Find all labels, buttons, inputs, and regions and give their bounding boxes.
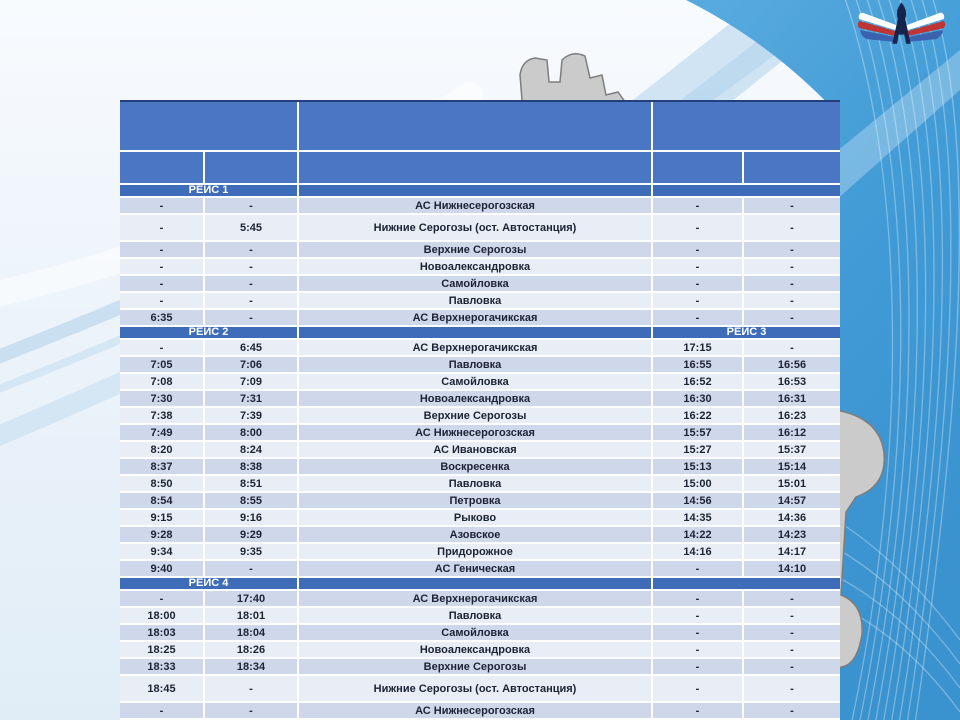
stop-name-cell: Рыково xyxy=(299,510,653,527)
header-stops-group xyxy=(299,102,653,152)
time-cell: 18:00 xyxy=(120,608,205,625)
header-return-arrival xyxy=(653,152,744,185)
header-forward-group xyxy=(120,102,299,152)
stop-name-cell: АС Верхнерогачикская xyxy=(299,310,653,327)
time-cell: 18:34 xyxy=(205,659,299,676)
time-cell: - xyxy=(653,561,744,578)
time-cell: 7:30 xyxy=(120,391,205,408)
time-cell: 16:31 xyxy=(744,391,840,408)
time-cell: 16:30 xyxy=(653,391,744,408)
time-cell: 9:40 xyxy=(120,561,205,578)
time-cell: - xyxy=(120,259,205,276)
time-cell: - xyxy=(120,591,205,608)
time-cell: - xyxy=(120,198,205,215)
trip-band-row xyxy=(120,327,840,340)
time-cell: - xyxy=(744,676,840,703)
time-cell: 6:35 xyxy=(120,310,205,327)
time-cell: 8:54 xyxy=(120,493,205,510)
stop-name-cell: Павловка xyxy=(299,608,653,625)
time-cell: 14:56 xyxy=(653,493,744,510)
time-cell: 6:45 xyxy=(205,340,299,357)
schedule-table xyxy=(120,100,840,720)
time-cell: - xyxy=(205,242,299,259)
stop-name-cell: Верхние Серогозы xyxy=(299,408,653,425)
time-cell: 8:00 xyxy=(205,425,299,442)
time-cell: - xyxy=(653,310,744,327)
schedule-row xyxy=(120,425,840,442)
time-cell: - xyxy=(653,276,744,293)
schedule-row xyxy=(120,293,840,310)
time-cell: 14:10 xyxy=(744,561,840,578)
schedule-row xyxy=(120,659,840,676)
stop-name-cell: АС Геническая xyxy=(299,561,653,578)
header-return-departure xyxy=(744,152,840,185)
time-cell: 14:36 xyxy=(744,510,840,527)
time-cell: 18:04 xyxy=(205,625,299,642)
stop-name-cell: Воскресенка xyxy=(299,459,653,476)
time-cell: 15:00 xyxy=(653,476,744,493)
stop-name-cell: АС Нижнесерогозская xyxy=(299,425,653,442)
schedule-row xyxy=(120,310,840,327)
time-cell: - xyxy=(653,198,744,215)
time-cell: 18:25 xyxy=(120,642,205,659)
time-cell: - xyxy=(653,293,744,310)
trip-label-forward: РЕЙС 4 xyxy=(120,578,299,591)
time-cell: - xyxy=(744,608,840,625)
schedule-row xyxy=(120,374,840,391)
time-cell: 9:28 xyxy=(120,527,205,544)
time-cell: - xyxy=(744,625,840,642)
stop-name-cell: АС Верхнерогачикская xyxy=(299,591,653,608)
schedule-row xyxy=(120,493,840,510)
schedule-row xyxy=(120,276,840,293)
time-cell: 17:15 xyxy=(653,340,744,357)
time-cell: 8:24 xyxy=(205,442,299,459)
stop-name-cell: Верхние Серогозы xyxy=(299,242,653,259)
time-cell: 17:40 xyxy=(205,591,299,608)
time-cell: 16:22 xyxy=(653,408,744,425)
time-cell: 8:37 xyxy=(120,459,205,476)
stop-name-cell: АС Нижнесерогозская xyxy=(299,703,653,720)
time-cell: 7:05 xyxy=(120,357,205,374)
time-cell: - xyxy=(653,215,744,242)
time-cell: 8:38 xyxy=(205,459,299,476)
time-cell: 15:57 xyxy=(653,425,744,442)
time-cell: - xyxy=(120,242,205,259)
time-cell: 7:49 xyxy=(120,425,205,442)
trip-band-spacer xyxy=(299,185,653,198)
time-cell: 15:37 xyxy=(744,442,840,459)
time-cell: - xyxy=(205,703,299,720)
time-cell: 16:52 xyxy=(653,374,744,391)
stop-name-cell: Павловка xyxy=(299,357,653,374)
time-cell: 14:22 xyxy=(653,527,744,544)
time-cell: 8:20 xyxy=(120,442,205,459)
schedule-row xyxy=(120,259,840,276)
stop-name-cell: Новоалександровка xyxy=(299,642,653,659)
stop-name-cell: Самойловка xyxy=(299,625,653,642)
stop-name-cell: АС Нижнесерогозская xyxy=(299,198,653,215)
time-cell: - xyxy=(653,659,744,676)
time-cell: 14:17 xyxy=(744,544,840,561)
time-cell: 18:03 xyxy=(120,625,205,642)
schedule-row xyxy=(120,642,840,659)
time-cell: 7:31 xyxy=(205,391,299,408)
khersontrans-logo xyxy=(851,1,952,59)
time-cell: - xyxy=(744,310,840,327)
time-cell: - xyxy=(744,276,840,293)
schedule-row xyxy=(120,215,840,242)
time-cell: 16:53 xyxy=(744,374,840,391)
schedule-row xyxy=(120,242,840,259)
schedule-row xyxy=(120,676,840,703)
trip-label-forward: РЕЙС 1 xyxy=(120,185,299,198)
stop-name-cell: АС Ивановская xyxy=(299,442,653,459)
stop-name-cell: Верхние Серогозы xyxy=(299,659,653,676)
header-forward-arrival xyxy=(120,152,205,185)
time-cell: 8:51 xyxy=(205,476,299,493)
time-cell: 5:45 xyxy=(205,215,299,242)
time-cell: 8:55 xyxy=(205,493,299,510)
time-cell: 7:09 xyxy=(205,374,299,391)
stop-name-cell: Павловка xyxy=(299,293,653,310)
schedule-body xyxy=(120,185,840,720)
time-cell: 7:08 xyxy=(120,374,205,391)
time-cell: 7:38 xyxy=(120,408,205,425)
time-cell: 9:34 xyxy=(120,544,205,561)
stop-name-cell: Нижние Серогозы (ост. Автостанция) xyxy=(299,676,653,703)
time-cell: 15:27 xyxy=(653,442,744,459)
schedule-row xyxy=(120,544,840,561)
time-cell: 14:16 xyxy=(653,544,744,561)
schedule-row xyxy=(120,510,840,527)
time-cell: - xyxy=(653,242,744,259)
header-stop-name xyxy=(299,152,653,185)
time-cell: - xyxy=(205,198,299,215)
time-cell: - xyxy=(744,642,840,659)
time-cell: - xyxy=(744,591,840,608)
trip-label-return xyxy=(653,578,840,591)
time-cell: - xyxy=(120,293,205,310)
time-cell: - xyxy=(205,276,299,293)
time-cell: 14:23 xyxy=(744,527,840,544)
time-cell: 18:45 xyxy=(120,676,205,703)
time-cell: 9:35 xyxy=(205,544,299,561)
stop-name-cell: Азовское xyxy=(299,527,653,544)
trip-label-return xyxy=(653,185,840,198)
time-cell: - xyxy=(205,259,299,276)
time-cell: 16:23 xyxy=(744,408,840,425)
time-cell: - xyxy=(653,703,744,720)
time-cell: 16:12 xyxy=(744,425,840,442)
schedule-row xyxy=(120,703,840,720)
trip-band-spacer xyxy=(299,578,653,591)
schedule-row xyxy=(120,625,840,642)
time-cell: - xyxy=(653,259,744,276)
stop-name-cell: Петровка xyxy=(299,493,653,510)
schedule-row xyxy=(120,591,840,608)
time-cell: - xyxy=(120,276,205,293)
time-cell: 15:01 xyxy=(744,476,840,493)
schedule-row xyxy=(120,391,840,408)
stop-name-cell: АС Верхнерогачикская xyxy=(299,340,653,357)
stop-name-cell: Новоалександровка xyxy=(299,391,653,408)
header-return-group xyxy=(653,102,840,152)
time-cell: - xyxy=(653,625,744,642)
trip-band-spacer xyxy=(299,327,653,340)
schedule-row xyxy=(120,198,840,215)
time-cell: 9:15 xyxy=(120,510,205,527)
time-cell: - xyxy=(744,340,840,357)
schedule-row xyxy=(120,527,840,544)
time-cell: 14:57 xyxy=(744,493,840,510)
stop-name-cell: Самойловка xyxy=(299,374,653,391)
schedule-row xyxy=(120,459,840,476)
time-cell: - xyxy=(653,642,744,659)
schedule-row xyxy=(120,408,840,425)
time-cell: 9:16 xyxy=(205,510,299,527)
time-cell: - xyxy=(653,608,744,625)
time-cell: 18:01 xyxy=(205,608,299,625)
time-cell: - xyxy=(744,242,840,259)
stop-name-cell: Нижние Серогозы (ост. Автостанция) xyxy=(299,215,653,242)
stop-name-cell: Павловка xyxy=(299,476,653,493)
schedule-row xyxy=(120,476,840,493)
time-cell: 7:39 xyxy=(205,408,299,425)
stop-name-cell: Самойловка xyxy=(299,276,653,293)
trip-label-return: РЕЙС 3 xyxy=(653,327,840,340)
time-cell: - xyxy=(120,703,205,720)
table-header-columns xyxy=(120,152,840,185)
header-forward-departure xyxy=(205,152,299,185)
time-cell: - xyxy=(205,676,299,703)
time-cell: 18:26 xyxy=(205,642,299,659)
time-cell: 9:29 xyxy=(205,527,299,544)
trip-label-forward: РЕЙС 2 xyxy=(120,327,299,340)
time-cell: - xyxy=(744,215,840,242)
time-cell: - xyxy=(120,340,205,357)
time-cell: - xyxy=(744,293,840,310)
trip-band-row xyxy=(120,185,840,198)
time-cell: - xyxy=(120,215,205,242)
schedule-row xyxy=(120,357,840,374)
time-cell: - xyxy=(744,198,840,215)
time-cell: 16:55 xyxy=(653,357,744,374)
time-cell: 16:56 xyxy=(744,357,840,374)
schedule-row xyxy=(120,561,840,578)
time-cell: 7:06 xyxy=(205,357,299,374)
time-cell: 18:33 xyxy=(120,659,205,676)
stop-name-cell: Придорожное xyxy=(299,544,653,561)
schedule-row xyxy=(120,442,840,459)
schedule-row xyxy=(120,608,840,625)
stop-name-cell: Новоалександровка xyxy=(299,259,653,276)
table-header-groups xyxy=(120,102,840,152)
time-cell: 8:50 xyxy=(120,476,205,493)
schedule-row xyxy=(120,340,840,357)
time-cell: - xyxy=(744,259,840,276)
time-cell: - xyxy=(205,310,299,327)
time-cell: - xyxy=(744,659,840,676)
time-cell: - xyxy=(744,703,840,720)
time-cell: 15:13 xyxy=(653,459,744,476)
logo-emblem-a xyxy=(892,2,910,43)
time-cell: - xyxy=(205,293,299,310)
trip-band-row xyxy=(120,578,840,591)
time-cell: - xyxy=(653,591,744,608)
time-cell: - xyxy=(205,561,299,578)
time-cell: 15:14 xyxy=(744,459,840,476)
time-cell: 14:35 xyxy=(653,510,744,527)
time-cell: - xyxy=(653,676,744,703)
